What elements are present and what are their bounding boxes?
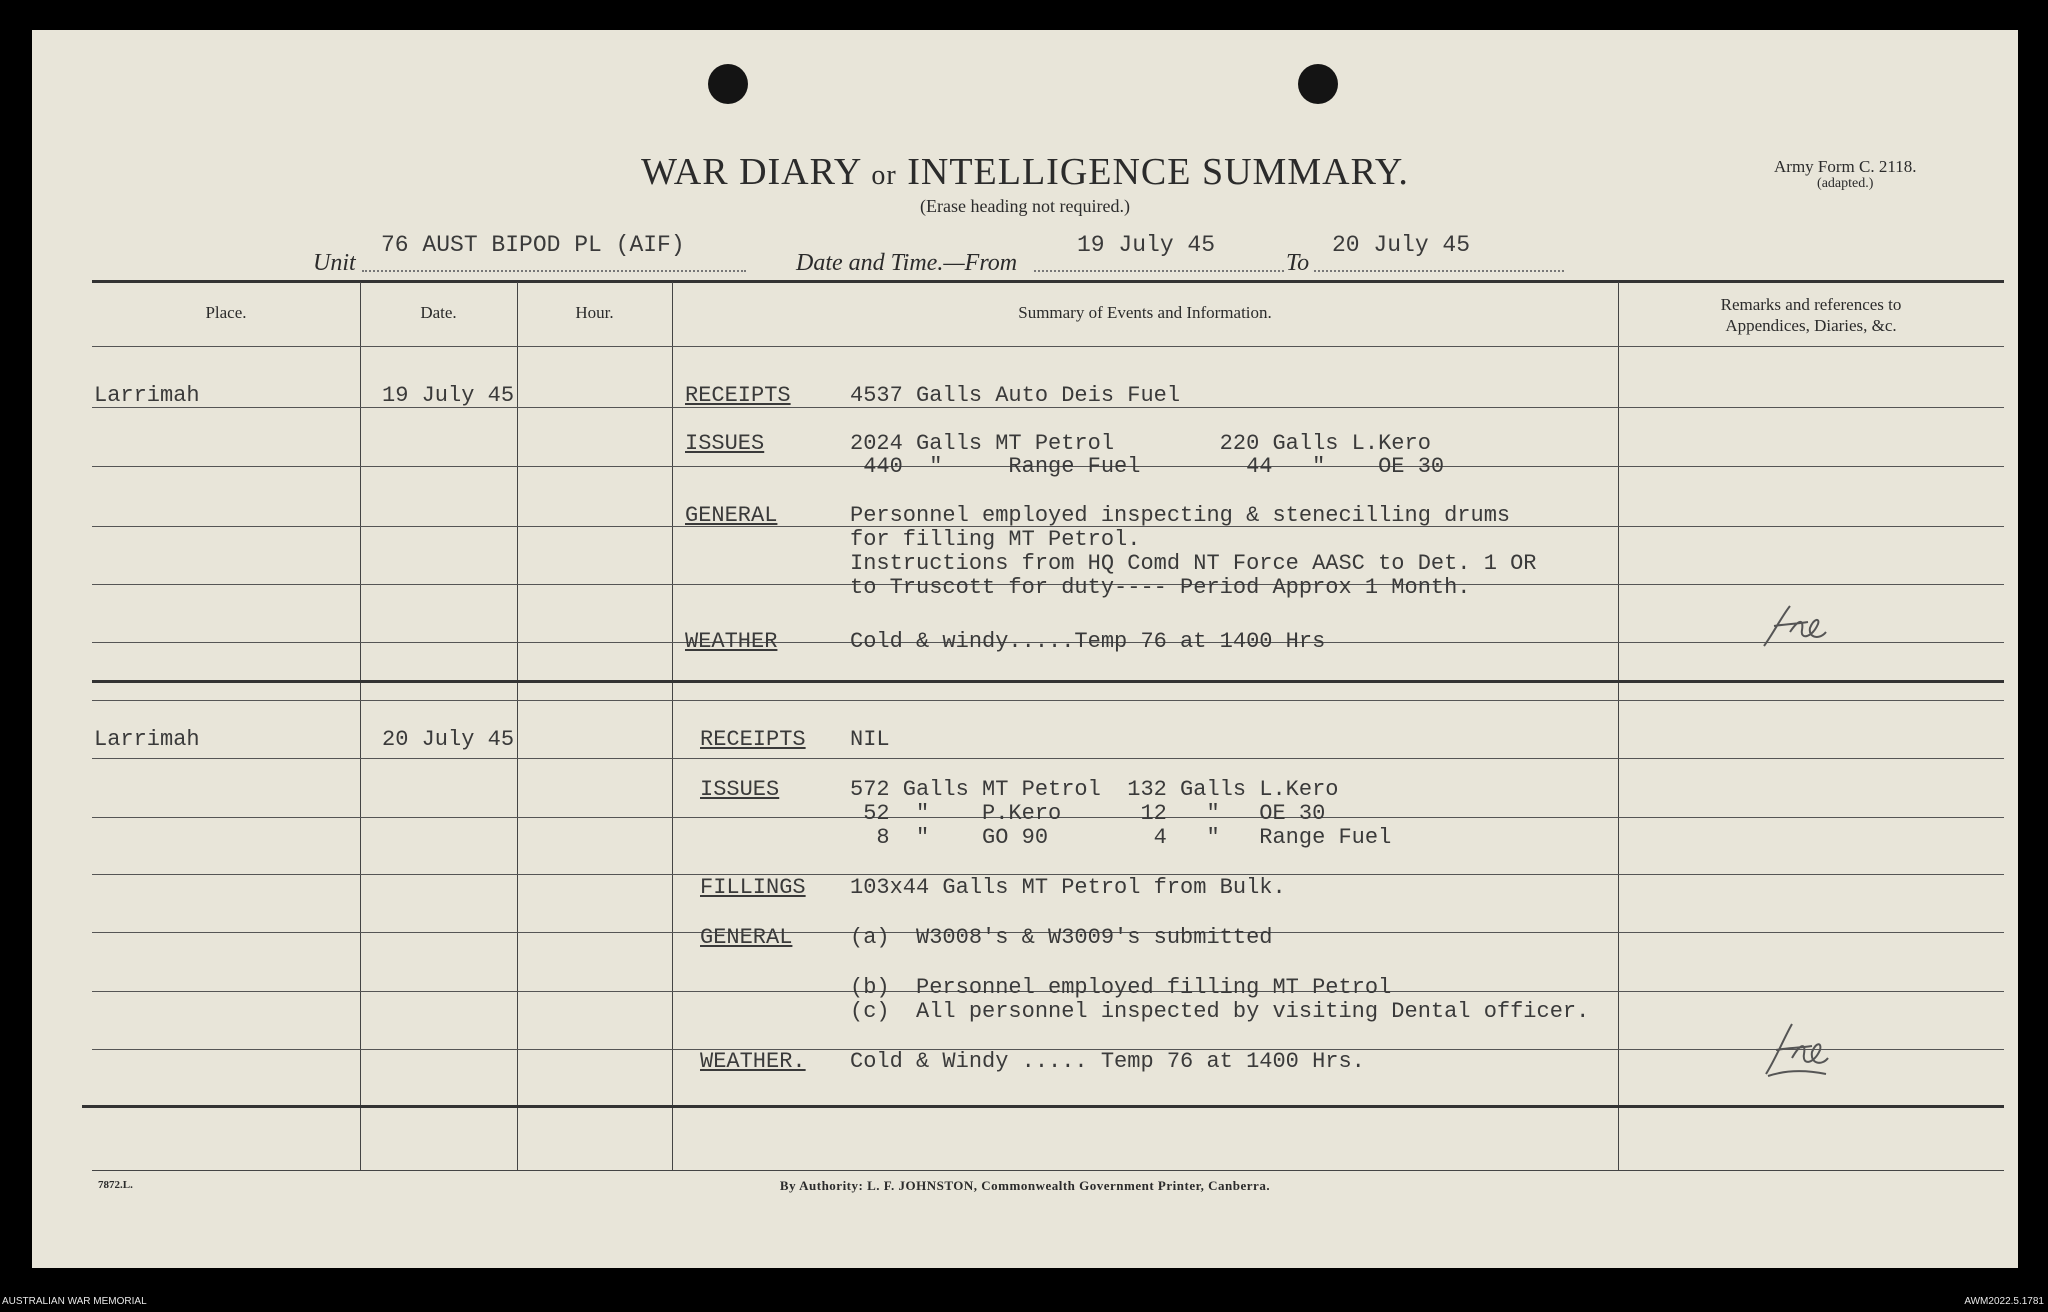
col-header-summary: Summary of Events and Information.	[1018, 303, 1272, 322]
general-label: GENERAL	[685, 503, 778, 528]
general-item: (b) Personnel employed filling MT Petrol	[850, 975, 1392, 1000]
printer-authority: By Authority: L. F. JOHNSTON, Commonwealth Government Printer, Canberra.	[779, 1178, 1271, 1193]
initials-signature	[1762, 1020, 1832, 1080]
col-divider-hour	[672, 282, 673, 1170]
punch-hole-left	[708, 64, 748, 104]
receipts-label: RECEIPTS	[685, 383, 791, 408]
entry-place: Larrimah	[94, 727, 200, 752]
form-subtitle: (Erase heading not required.)	[920, 196, 1130, 216]
punch-hole-right	[1298, 64, 1338, 104]
issues-label: ISSUES	[685, 431, 765, 456]
date-to-value: 20 July 45	[1332, 232, 1471, 258]
issues-label: ISSUES	[700, 777, 780, 802]
unit-label: Unit	[313, 250, 356, 276]
receipts-label: RECEIPTS	[700, 727, 806, 752]
col-divider-place	[360, 282, 361, 1170]
general-item: (c) All personnel inspected by visiting Dental officer.	[850, 999, 1590, 1024]
accession-number: AWM2022.5.1781	[1964, 1296, 2044, 1307]
entry-place: Larrimah	[94, 383, 200, 408]
issues-line: 8 " GO 90 4 " Range Fuel	[850, 825, 1392, 850]
col-header-place: Place.	[205, 303, 247, 322]
fillings-text: 103x44 Galls MT Petrol from Bulk.	[850, 875, 1286, 900]
initials-signature	[1760, 602, 1830, 652]
entry-date: 19 July 45	[382, 383, 515, 408]
col-divider-date	[517, 282, 518, 1170]
general-line: to Truscott for duty---- Period Approx 1 Month.	[850, 575, 1471, 600]
receipts-text: NIL	[850, 727, 890, 752]
col-header-remarks: Remarks and references to Appendices, Diaries, &c.	[1720, 295, 1902, 335]
weather-text: Cold & windy.....Temp 76 at 1400 Hrs	[850, 629, 1326, 654]
entries-end-rule	[82, 1105, 2004, 1108]
issues-line: 572 Galls MT Petrol 132 Galls L.Kero	[850, 777, 1339, 802]
general-label: GENERAL	[700, 925, 793, 950]
ruled-line	[92, 700, 2004, 701]
col-header-hour: Hour.	[575, 303, 614, 322]
weather-label: WEATHER.	[700, 1049, 806, 1074]
form-code: 7872.L.	[98, 1179, 133, 1191]
col-divider-summary	[1618, 282, 1619, 1170]
form-title: WAR DIARY or INTELLIGENCE SUMMARY.	[641, 151, 1409, 193]
fillings-label: FILLINGS	[700, 875, 806, 900]
diary-page	[32, 30, 2018, 1268]
general-line: Personnel employed inspecting & stenecilling drums	[850, 503, 1511, 528]
army-form-reference: Army Form C. 2118. (adapted.)	[1774, 157, 1917, 191]
general-line: Instructions from HQ Comd NT Force AASC to Det. 1 OR	[850, 551, 1537, 576]
table-bottom-rule	[92, 1170, 2004, 1171]
weather-text: Cold & Windy ..... Temp 76 at 1400 Hrs.	[850, 1049, 1365, 1074]
unit-value: 76 AUST BIPOD PL (AIF)	[381, 232, 685, 258]
col-header-date: Date.	[420, 303, 457, 322]
weather-label: WEATHER	[685, 629, 778, 654]
archive-credit: AUSTRALIAN WAR MEMORIAL	[2, 1296, 147, 1307]
ruled-line	[92, 758, 2004, 759]
date-from-label: Date and Time.—From	[796, 250, 1018, 276]
issues-line: 440 " Range Fuel 44 " OE 30	[850, 454, 1445, 479]
date-to-label: To	[1286, 250, 1310, 276]
receipts-text: 4537 Galls Auto Deis Fuel	[850, 383, 1181, 408]
issues-line: 2024 Galls MT Petrol 220 Galls L.Kero	[850, 431, 1431, 456]
issues-line: 52 " P.Kero 12 " OE 30	[850, 801, 1326, 826]
general-item: (a) W3008's & W3009's submitted	[850, 925, 1273, 950]
date-from-value: 19 July 45	[1077, 232, 1216, 258]
entry-date: 20 July 45	[382, 727, 515, 752]
entry-separator-rule	[92, 680, 2004, 683]
ruled-line	[92, 346, 2004, 347]
general-line: for filling MT Petrol.	[850, 527, 1141, 552]
table-top-rule	[92, 280, 2004, 283]
